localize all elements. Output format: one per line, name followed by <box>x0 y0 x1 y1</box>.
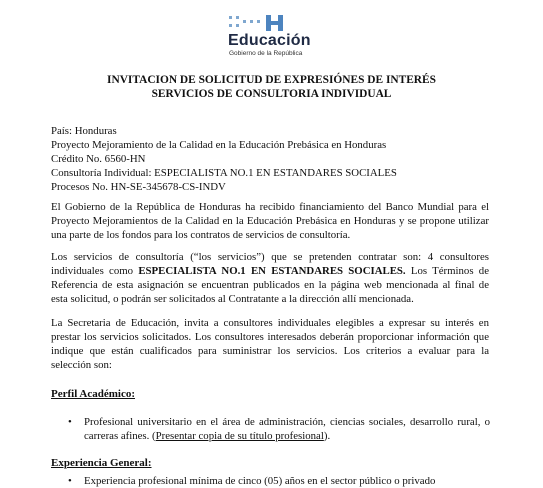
text-run: individuales como <box>51 265 139 277</box>
info-consultancy: Consultoría Individual: ESPECIALISTA NO.1 EN ESTANDARES SOCIALES <box>51 167 397 179</box>
bullet-line <box>84 429 490 443</box>
paragraph-line: prestar los servicios solicitados. Los consultores interesados deberán proporcionar información que <box>51 331 489 343</box>
paragraph-line: El Gobierno de la República de Honduras ha recibido financiamiento del Banco Mundial para el <box>51 201 489 213</box>
info-credit: Crédito No. 6560-HN <box>51 153 146 165</box>
bullet-item <box>68 415 490 443</box>
logo-wordmark: Educación <box>228 32 311 49</box>
text-run: Los Términos de <box>405 265 489 277</box>
bullet-text <box>84 415 490 443</box>
education-logo <box>226 13 326 57</box>
document-title: INVITACION DE SOLICITUD DE EXPRESIÓNES DE INTERÉS <box>107 74 436 86</box>
honduras-h-logo-icon <box>226 13 288 33</box>
paragraph-line: La Secretaria de Educación, invita a consultores individuales elegibles a expresar su interés en <box>51 317 489 329</box>
paragraph-invitation <box>51 316 489 372</box>
section-heading-academic: Perfil Académico: <box>51 388 135 400</box>
text-run: carreras afines. ( <box>84 430 156 442</box>
paragraph-financing <box>51 200 489 242</box>
paragraph-line <box>51 264 489 278</box>
paragraph-line: selección son: <box>51 359 112 371</box>
info-process: Procesos No. HN-SE-345678-CS-INDV <box>51 181 226 193</box>
text-run: ). <box>323 430 331 442</box>
bullet-line: Profesional universitario en el área de administración, ciencias sociales, desarrollo rural, o <box>84 416 490 428</box>
position-name: ESPECIALISTA NO.1 EN ESTANDARES SOCIALES. <box>138 265 406 277</box>
info-block <box>51 124 489 194</box>
info-project: Proyecto Mejoramiento de la Calidad en la Educación Prebásica en Honduras <box>51 139 387 151</box>
paragraph-line: Proyecto Mejoramientos de la Calidad en la Educación Prebásica en Honduras y se propone utilizar <box>51 215 489 227</box>
bullet-line: Experiencia profesional mínima de cinco (05) años en el sector público o privado <box>84 475 436 487</box>
paragraph-services <box>51 250 489 306</box>
paragraph-line: Referencia de esta asignación se encuentran publicados en la página web mencionada al final de <box>51 279 489 291</box>
bullet-item <box>68 474 490 488</box>
paragraph-line: una parte de los fondos para los contratos de servicios de consultoría. <box>51 229 351 241</box>
bullet-dot-icon: • <box>68 475 72 487</box>
document-subtitle: SERVICIOS DE CONSULTORIA INDIVIDUAL <box>151 88 392 100</box>
paragraph-line: indique que están cualificados para suministrar los servicios. Los criterios a evaluar para la <box>51 345 489 357</box>
bullet-dot-icon: • <box>68 416 72 428</box>
bullet-text <box>84 474 490 488</box>
underlined-requirement: Presentar copia de su título profesional <box>155 430 324 442</box>
logo-subtitle: Gobierno de la República <box>229 50 303 57</box>
paragraph-line: esta solicitud, o podrán ser solicitados al Contratante a la dirección allí mencionada. <box>51 293 414 305</box>
info-country: País: Honduras <box>51 125 117 137</box>
paragraph-line: Los servicios de consultoría (“los servicios”) que se pretenden contratar son: 4 consultores <box>51 251 489 263</box>
section-heading-experience: Experiencia General: <box>51 457 152 469</box>
